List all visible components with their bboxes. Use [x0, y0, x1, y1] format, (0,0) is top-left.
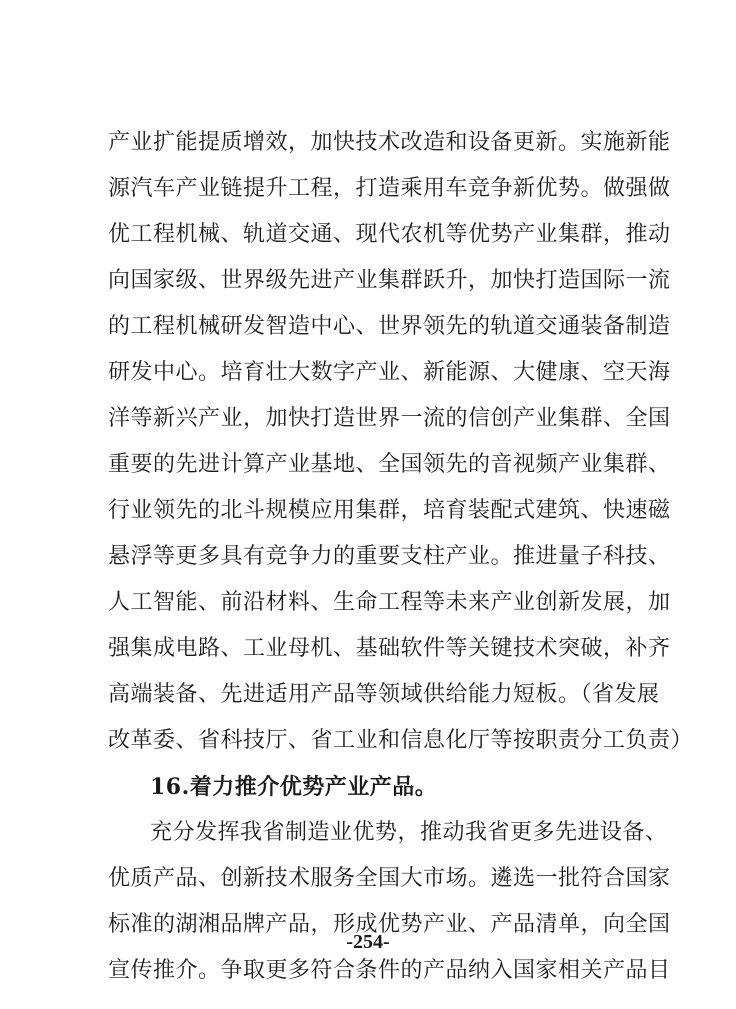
page-number: -254- [346, 931, 390, 953]
paragraph-line: 重要的先进计算产业基地、全国领先的音视频产业集群、 [108, 452, 671, 477]
paragraph-line: 的工程机械研发智造中心、世界领先的轨道交通装备制造 [108, 314, 671, 339]
paragraph-line: 人工智能、前沿材料、生命工程等未来产业创新发展，加 [108, 590, 671, 615]
paragraph-line: 向国家级、世界级先进产业集群跃升，加快打造国际一流 [108, 268, 671, 293]
paragraph-line: 改革委、省科技厅、省工业和信息化厅等按职责分工负责） [108, 728, 694, 753]
paragraph-line: 强集成电路、工业母机、基础软件等关键技术突破，补齐 [108, 636, 671, 661]
paragraph-line: 高端装备、先进适用产品等领域供给能力短板。（省发展 [108, 682, 660, 707]
paragraph-line: 源汽车产业链提升工程，打造乘用车竞争新优势。做强做 [108, 176, 671, 201]
paragraph-line: 洋等新兴产业，加快打造世界一流的信创产业集群、全国 [108, 406, 671, 431]
paragraph-line: 优质产品、创新技术服务全国大市场。遴选一批符合国家 [108, 866, 671, 891]
paragraph-line: 产业扩能提质增效，加快技术改造和设备更新。实施新能 [108, 130, 671, 155]
paragraph-line: 充分发挥我省制造业优势，推动我省更多先进设备、 [150, 820, 668, 845]
paragraph-line: 标准的湖湘品牌产品，形成优势产业、产品清单，向全国 [108, 912, 671, 937]
paragraph-line: 研发中心。培育壮大数字产业、新能源、大健康、空天海 [108, 360, 671, 385]
paragraph-line: 宣传推介。争取更多符合条件的产品纳入国家相关产品目 [108, 958, 671, 983]
paragraph-line: 行业领先的北斗规模应用集群，培育装配式建筑、快速磁 [108, 498, 671, 523]
paragraph-line: 悬浮等更多具有竞争力的重要支柱产业。推进量子科技、 [108, 544, 671, 569]
paragraph-line: 优工程机械、轨道交通、现代农机等优势产业集群，推动 [108, 222, 671, 247]
section-heading: 16.着力推介优势产业产品。 [150, 774, 438, 800]
